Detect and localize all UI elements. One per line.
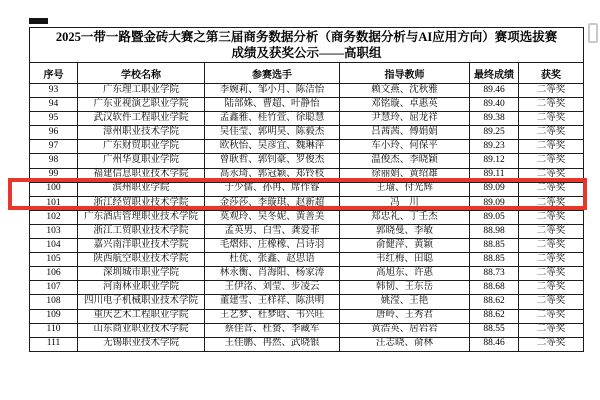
table-cell: 高旭东、许惠	[340, 267, 470, 281]
table-cell: 韩韧、王东岳	[340, 281, 470, 295]
table-row	[30, 281, 584, 295]
table-cell: 山东商业职业技术学院	[78, 323, 205, 337]
table-body	[30, 84, 584, 352]
column-header: 学校名称	[78, 63, 205, 84]
table-cell: 88.55	[470, 323, 519, 337]
table-row	[30, 126, 584, 140]
table-cell: 黄浩英、居岩岩	[340, 323, 470, 337]
scan-artifact-mark	[29, 18, 48, 24]
table-cell: 88.68	[470, 281, 519, 295]
table-cell: 汪志晓、俞林	[340, 337, 470, 351]
table-row	[30, 98, 584, 112]
table-cell: 金莎莎、李璇琪、赵新超	[205, 196, 340, 210]
table-cell: 广东亚视演艺职业学院	[78, 98, 205, 112]
table-cell: 俞健萍、黄颖	[340, 239, 470, 253]
table-cell: 104	[30, 239, 78, 253]
table-cell: 88.85	[470, 253, 519, 267]
table-cell: 高永琦、郭冠颖、郑铃枝	[205, 168, 340, 182]
title-row	[30, 28, 584, 63]
table-cell: 96	[30, 126, 78, 140]
table-row	[30, 210, 584, 224]
table-row	[30, 253, 584, 267]
table-cell: 105	[30, 253, 78, 267]
table-cell: 武汉软件工程职业学院	[78, 112, 205, 126]
table-cell: 89.09	[470, 196, 519, 210]
table-cell: 二等奖	[519, 154, 584, 168]
table-cell: 王艺梦、杜梦晗、韦兴旺	[205, 309, 340, 323]
table-cell: 99	[30, 168, 78, 182]
table-cell: 98	[30, 154, 78, 168]
table-cell: 二等奖	[519, 98, 584, 112]
table-cell: 王伊洺、刘莹、步凌云	[205, 281, 340, 295]
table-cell: 陆部姝、曹超、叶静怡	[205, 98, 340, 112]
table-cell: 孟英男、白雪、龚爱菲	[205, 224, 340, 238]
table-cell: 二等奖	[519, 309, 584, 323]
column-header: 参赛选手	[205, 63, 340, 84]
table-cell: 108	[30, 295, 78, 309]
table-row	[30, 337, 584, 351]
table-cell: 李婉莉、邹小月、陈洁怡	[205, 84, 340, 98]
table-cell: 103	[30, 224, 78, 238]
table-cell: 孟鑫雅、桂竹萱、徐聪慧	[205, 112, 340, 126]
table-cell: 二等奖	[519, 281, 584, 295]
table-cell: 吴佳莹、郭明昊、陈毅杰	[205, 126, 340, 140]
table-cell: 二等奖	[519, 210, 584, 224]
table-cell: 漳州职业技术学院	[78, 126, 205, 140]
column-header: 获奖	[519, 63, 584, 84]
title-line2: 成绩及获奖公示——高职组	[231, 46, 382, 60]
column-header: 指导教师	[340, 63, 470, 84]
table-cell: 车小玲、何保平	[340, 140, 470, 154]
table-cell: 89.25	[470, 126, 519, 140]
table-row	[30, 239, 584, 253]
table-cell: 89.38	[470, 112, 519, 126]
table-cell: 嘉兴南洋职业技术学院	[78, 239, 205, 253]
table-cell: 蔡佳音、杜赟、李藏军	[205, 323, 340, 337]
table-cell: 88.98	[470, 224, 519, 238]
table-cell: 89.09	[470, 182, 519, 196]
title-line1: 2025一带一路暨金砖大赛之第三届商务数据分析（商务数据分析与AI应用方向）赛项选拔赛	[55, 30, 558, 44]
table-cell: 四川电子机械职业技术学院	[78, 295, 205, 309]
table-cell: 重庆艺术工程职业学院	[78, 309, 205, 323]
table-cell: 88.73	[470, 267, 519, 281]
column-header: 最终成绩	[470, 63, 519, 84]
table-cell: 陕西航空职业技术学院	[78, 253, 205, 267]
table-cell: 杜优、张鑫、赵思语	[205, 253, 340, 267]
table-cell: 二等奖	[519, 224, 584, 238]
table-cell: 89.05	[470, 210, 519, 224]
table-cell: 广东理工职业学院	[78, 84, 205, 98]
table-cell: 冯 川	[340, 196, 470, 210]
table-cell: 深圳城市职业学院	[78, 267, 205, 281]
table-row	[30, 196, 584, 210]
table-cell: 尹慧玲、屈龙祥	[340, 112, 470, 126]
table-cell: 毛熠炜、庄橡橡、吕诗羽	[205, 239, 340, 253]
table-cell: 二等奖	[519, 126, 584, 140]
table-cell: 89.46	[470, 84, 519, 98]
table-cell: 二等奖	[519, 140, 584, 154]
table-row	[30, 224, 584, 238]
table-cell: 94	[30, 98, 78, 112]
table-cell: 88.85	[470, 239, 519, 253]
table-cell: 林永衡、肖海阳、杨家涛	[205, 267, 340, 281]
table-cell: 莫观玲、吴冬妮、黄善美	[205, 210, 340, 224]
table-cell: 王佳鹏、冉然、武晓银	[205, 337, 340, 351]
table-cell: 89.40	[470, 98, 519, 112]
table-cell: 郭晓曼、李敏	[340, 224, 470, 238]
table-row	[30, 168, 584, 182]
table-row	[30, 309, 584, 323]
table-row	[30, 267, 584, 281]
table-cell: 二等奖	[519, 337, 584, 351]
table-cell: 88.62	[470, 309, 519, 323]
table-cell: 欧秋怡、吴彦宜、魏琳萍	[205, 140, 340, 154]
table-cell: 93	[30, 84, 78, 98]
table-cell: 二等奖	[519, 295, 584, 309]
table-cell: 二等奖	[519, 168, 584, 182]
results-table	[29, 27, 584, 352]
table-cell: 89.23	[470, 140, 519, 154]
table-cell: 广东酒店管理职业技术学院	[78, 210, 205, 224]
table-cell: 滨州职业学院	[78, 182, 205, 196]
table-cell: 101	[30, 196, 78, 210]
column-header: 序号	[30, 63, 78, 84]
table-cell: 董建雪、王样祥、陈洪明	[205, 295, 340, 309]
table-row	[30, 182, 584, 196]
header-row	[30, 63, 584, 84]
table-cell: 107	[30, 281, 78, 295]
table-row	[30, 323, 584, 337]
table-row	[30, 112, 584, 126]
table-cell: 曾耿哲、郭钊豪、罗俊杰	[205, 154, 340, 168]
table-cell: 二等奖	[519, 182, 584, 196]
table-cell: 赖文燕、沈秋雅	[340, 84, 470, 98]
table-cell: 89.12	[470, 154, 519, 168]
table-cell: 王瑜、付光辉	[340, 182, 470, 196]
table-row	[30, 84, 584, 98]
table-cell: 二等奖	[519, 112, 584, 126]
table-cell: 唐岭、王秀君	[340, 309, 470, 323]
document-title	[30, 28, 584, 63]
table-cell: 97	[30, 140, 78, 154]
table-cell: 89.11	[470, 168, 519, 182]
table-cell: 88.62	[470, 295, 519, 309]
table-cell: 吕茜茜、傅娟娟	[340, 126, 470, 140]
table-cell: 88.46	[470, 337, 519, 351]
table-cell: 111	[30, 337, 78, 351]
table-cell: 姚滢、王艳	[340, 295, 470, 309]
table-cell: 徐丽娟、黄绍雄	[340, 168, 470, 182]
table-cell: 浙江工贸职业技术学院	[78, 224, 205, 238]
table-cell: 郑忠礼、丁壬杰	[340, 210, 470, 224]
table-cell: 河南林业职业学院	[78, 281, 205, 295]
table-row	[30, 295, 584, 309]
table-cell: 二等奖	[519, 84, 584, 98]
table-cell: 二等奖	[519, 253, 584, 267]
table-cell: 100	[30, 182, 78, 196]
table-cell: 二等奖	[519, 267, 584, 281]
table-cell: 福建信息职业技术学院	[78, 168, 205, 182]
table-cell: 无锡职业技术学院	[78, 337, 205, 351]
table-cell: 广东财贸职业学院	[78, 140, 205, 154]
table-cell: 浙江经贸职业技术学院	[78, 196, 205, 210]
table-cell: 广州华夏职业学院	[78, 154, 205, 168]
table-cell: 二等奖	[519, 196, 584, 210]
table-cell: 106	[30, 267, 78, 281]
table-cell: 109	[30, 309, 78, 323]
table-cell: 110	[30, 323, 78, 337]
table-cell: 韦红梅、田聪	[340, 253, 470, 267]
table-cell: 邓铭璇、卓惠英	[340, 98, 470, 112]
table-row	[30, 140, 584, 154]
table-cell: 于少儒、孙冉、席作睿	[205, 182, 340, 196]
scrollbar-thumb[interactable]	[588, 23, 598, 43]
table-row	[30, 154, 584, 168]
table-cell: 温俊杰、李晓颖	[340, 154, 470, 168]
table-cell: 二等奖	[519, 239, 584, 253]
table-cell: 95	[30, 112, 78, 126]
table-cell: 二等奖	[519, 323, 584, 337]
table-cell: 102	[30, 210, 78, 224]
